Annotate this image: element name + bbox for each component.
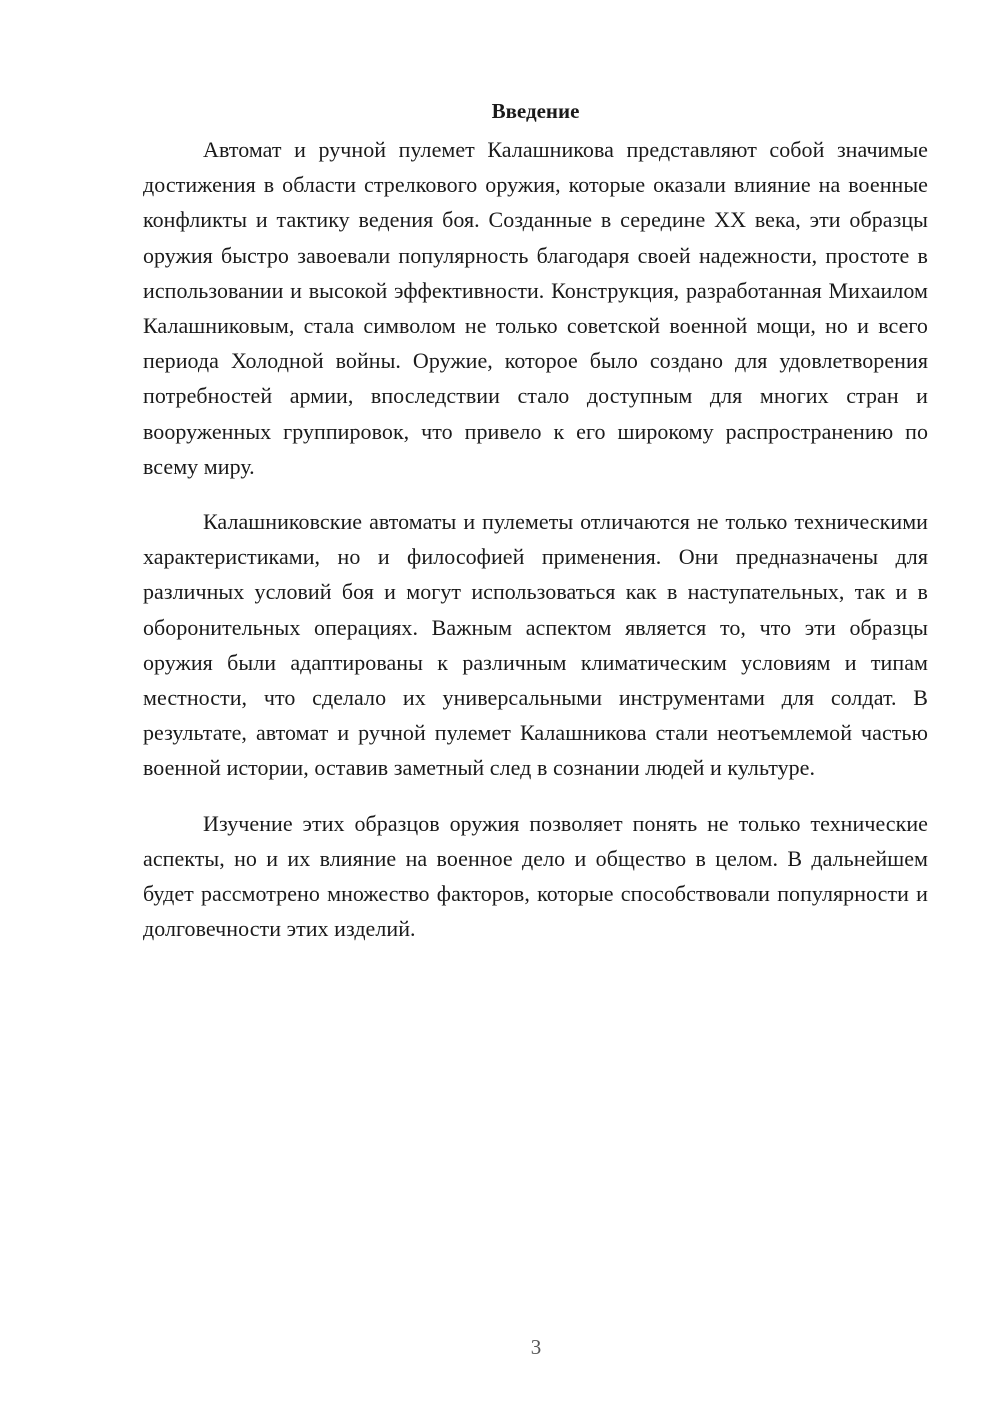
page-content: [143, 96, 928, 966]
paragraph: Автомат и ручной пулемет Калашникова представляют собой значимые достижения в области стрелкового оружия, которые оказали влияние на военные конфликты и тактику ведения боя. Созданные в середине XX века, эти образцы оружия быстро завоевали популярность благодаря своей надежности, простоте в использовании и высокой эффективности. Конструкция, разработанная Михаилом Калашниковым, стала символом не только советской военной мощи, но и всего периода Холодной войны. Оружие, которое было создано для удовлетворения потребностей армии, впоследствии стало доступным для многих стран и вооруженных группировок, что привело к его широкому распространению по всему миру.: [143, 137, 928, 479]
page-number: 3: [530, 1335, 542, 1359]
paragraph: Изучение этих образцов оружия позволяет понять не только технические аспекты, но и их влияние на военное дело и общество в целом. В дальнейшем будет рассмотрено множество факторов, которые способствовали популярности и долговечности этих изделий.: [143, 810, 928, 942]
section-title: Введение: [491, 99, 580, 123]
paragraph: Калашниковские автоматы и пулеметы отличаются не только техническими характеристиками, но и философией применения. Они предназначены для различных условий боя и могут использоваться как в наступательных, так и в оборонительных операциях. Важным аспектом является то, что эти образцы оружия были адаптированы к различным климатическим условиям и типам местности, что сделало их универсальными инструментами для солдат. В результате, автомат и ручной пулемет Калашникова стали неотъемлемой частью военной истории, оставив заметный след в сознании людей и культуре.: [143, 509, 928, 781]
